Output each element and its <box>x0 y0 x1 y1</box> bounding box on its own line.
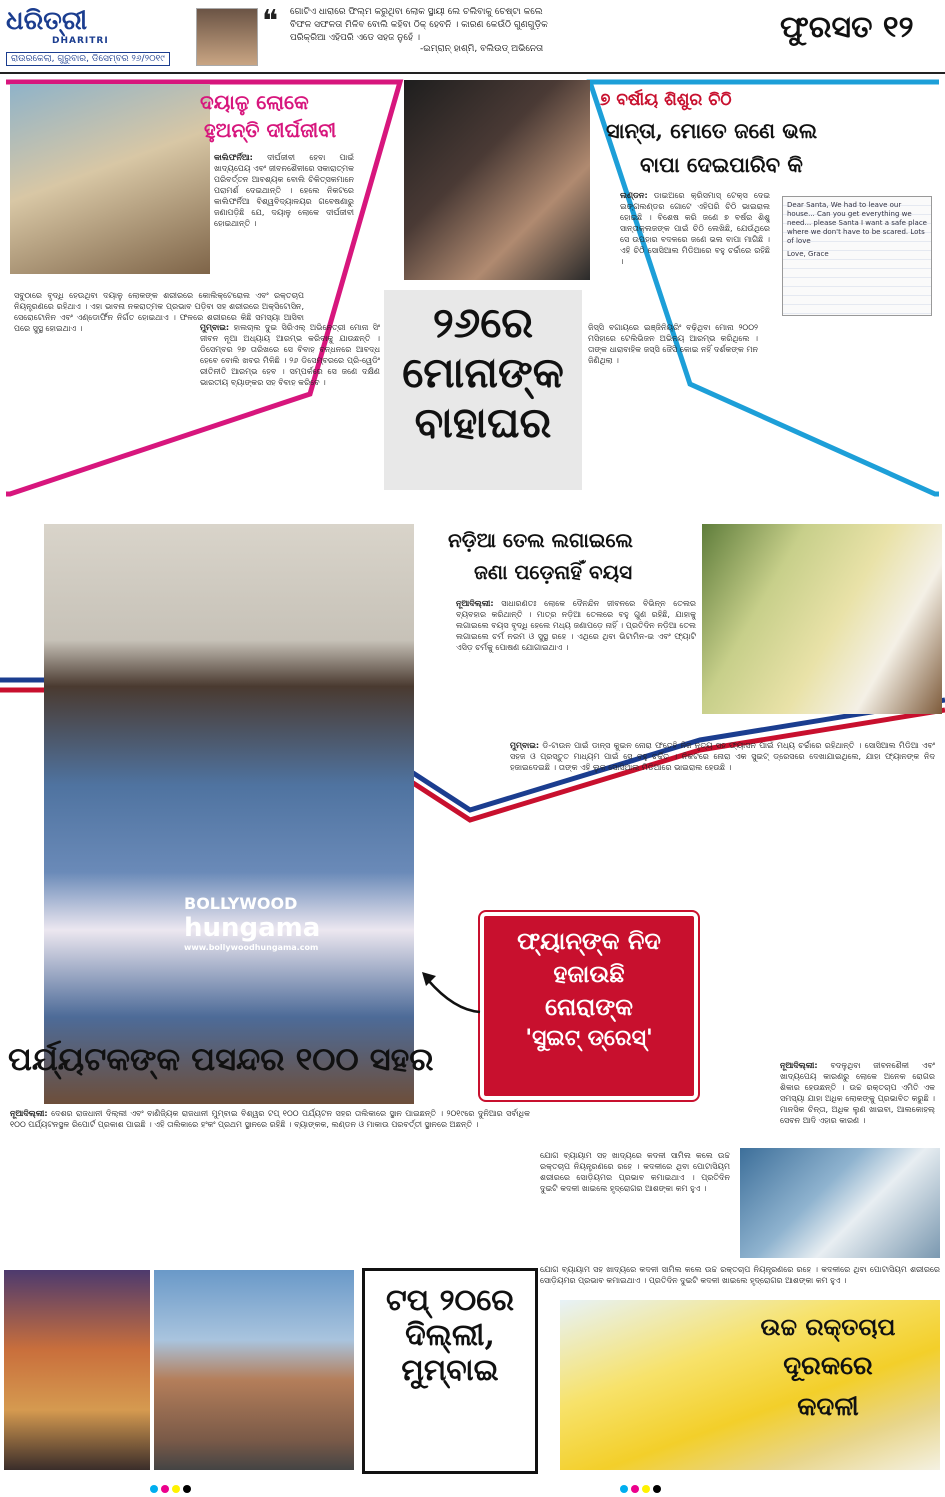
logo-title: ଧରିତ୍ରୀ <box>6 6 88 36</box>
santa-letter-text: Dear Santa, We had to leave our house... Can you get everything we need... please Santa I want a safe place where we don't have to be scared. Lots of love <box>787 201 927 245</box>
newspaper-logo <box>6 6 165 66</box>
longevity-headline-1: ଦୟାଳୁ ଲୋକେ <box>200 90 309 114</box>
magenta-dot <box>631 1485 639 1493</box>
photo-watermark <box>184 894 320 952</box>
tourism-dateline: ନୂଆଦିଲ୍ଲୀ: <box>10 1109 48 1118</box>
taj-hotel-photo <box>154 1270 354 1470</box>
logo-subtitle: DHARITRI <box>52 36 109 46</box>
longevity-body-2: ସବୁଠାରେ ବୃଦ୍ଧି ହେଉଥିବା ଦୟାଳୁ ଲୋକଙ୍କ ଶରୀରରେ କୋଲିକ୍ଟେରୋଲ ଏବଂ ରକ୍ତଚାପ ନିୟନ୍ତ୍ରଣରେ ରହିଥାଏ । ଏହା ଭାବନା ନକରାତ୍ମକ ପ୍ରଭାବ ପଡ଼ିବା ସହ ଶରୀରରେ ଅକ୍ସିଟୋସିନ, ସେରୋଟୋନିନ ଏବଂ ଏଣ୍ଡୋର୍ଫିନ ନିର୍ଗତ ହୋଇଥାଏ । ଫଳରେ ଶରୀରରେ କିଛି ସମସ୍ୟା ଆସିବା ପରେ ସୁସ୍ଥ ହୋଇଥାଏ । <box>14 291 304 333</box>
mona-body <box>200 322 380 492</box>
yellow-dot <box>172 1485 180 1493</box>
letter-dateline: ଲଣ୍ଡନ: <box>620 191 648 200</box>
nora-caption-4: 'ସୁଇଟ୍ ଡ୍ରେସ୍' <box>525 1025 653 1051</box>
yellow-dot <box>642 1485 650 1493</box>
letter-text: ଡାଇଅରେ କ୍ରିସମାସ୍ ଟେକ୍ସ ଦେଇ ଇଙ୍ଗଲଣ୍ଡର ଗୋଟେ ଏହିପରି ଚିଠି ଭାଇରାଲ ହୋଇଛି । ବିଶେଷ କରି ଜଣେ ୭ ବର୍ଷର ଶିଶୁ ସାନ୍ତାକ୍ଲଜଙ୍କ ପାଇଁ ଚିଠି ଲେଖିଛି, ଯେଉଁଥିରେ ସେ ଉପହାର ବଦଳରେ ଜଣେ ଭଲ ବାପା ମାଗିଛି । ଏହି ଚିଠି ସୋସିଆଲ ମିଡିଆରେ ବହୁ ଚର୍ଚ୍ଚାରେ ରହିଛି । <box>620 191 770 266</box>
tourism-text: ଦେଶର ରାଜଧାନୀ ଦିଲ୍ଲୀ ଏବଂ ବାଣିଜ୍ୟିକ ରାଜଧାନୀ ମୁମ୍ବାଇ ବିଶ୍ୱର ଟପ୍ ୧୦୦ ପର୍ଯ୍ୟଟନ ସହର ତାଲିକାରେ ସ୍ଥାନ ପାଇଛନ୍ତି । ୨୦୧୯ରେ ଦୁନିଆର ସର୍ବାଧିକ ୧୦୦ ପର୍ଯ୍ୟଟନସ୍ଥଳ ରିପୋର୍ଟ ପ୍ରକାଶ ପାଇଛି । ଏହି ତାଲିକାରେ ହଂକଂ ପ୍ରଥମ ସ୍ଥାନରେ ରହିଛି । ବ୍ୟାଙ୍କକ, ଲଣ୍ଡନ ଓ ମାକାଉ ପରବର୍ତ୍ତୀ ସ୍ଥାନରେ ଅଛନ୍ତି । <box>10 1109 530 1129</box>
santa-letter-sign: Love, Grace <box>787 250 829 258</box>
mona-headline-box <box>384 290 582 490</box>
tourism-side-3: ମୁମ୍ବାଇ <box>401 1353 499 1388</box>
quote-text: ଗୋଟିଏ ଧାରାରେ ଫିଲ୍ମ କରୁଥିବା ଲୋକ ସ୍ଥାୟୀ ଲେ ଚଲିବାକୁ ଚେଷ୍ଟା କଲେ ବିଫଳ ସଫଳତା ମିଳିବ ବୋଲି କହିବା ଠିକ୍ ହେବନି । କାରଣ କେଉଁଠି ଗୁଣଗୁଡ଼ିକ ପରିକ୍ରିଆ ଏହିପରି ଏଡେ ସହଜ ନୁହେଁ । <box>290 7 548 43</box>
mona-dateline: ମୁମ୍ବାଇ: <box>200 323 230 332</box>
coconut-oil-photo <box>702 524 942 714</box>
nora-photo <box>44 524 414 1104</box>
bp-monitor-photo <box>740 1148 940 1258</box>
mona-couple-photo <box>404 80 590 280</box>
bp-body-3: ଯୋଗ ବ୍ୟାୟାମ ସହ ଖାଦ୍ୟରେ କଦଳୀ ସାମିଲ କଲେ ଉଚ୍ଚ ରକ୍ତଚାପ ନିୟନ୍ତ୍ରଣରେ ରହେ । କଦଳୀରେ ଥିବା ପୋଟାସିୟମ ଶରୀରରେ ସୋଡ଼ିୟମର ପ୍ରଭାବ କମାଇଥାଏ । ପ୍ରତିଦିନ ଦୁଇଟି କଦଳୀ ଖାଇଲେ ହୃଦ୍‌ରୋଗର ଆଶଙ୍କା କମ ହୁଏ । <box>540 1265 940 1285</box>
dateline: ରାଉରକେଲା, ଗୁରୁବାର, ଡିସେମ୍ବର ୨୬/୨୦୧୯ <box>6 52 170 66</box>
coconut-dateline: ନୂଆଦିଲ୍ଲୀ: <box>456 599 494 608</box>
watermark-line-2: hungama <box>184 913 321 943</box>
tourism-headline: ପର୍ଯ୍ୟଟକଙ୍କ ପସନ୍ଦର ୧୦୦ ସହର <box>8 1040 434 1078</box>
nora-text: ଡି-ଟାଉନ ପାଇଁ ଡାନ୍ସ କୁଇନ ନୋରା ଫତେହି ନିଜ ନୃତ୍ୟ ସହ ଫ୍ୟାସନ ପାଇଁ ମଧ୍ୟ ଚର୍ଚ୍ଚାରେ ରହିଥାନ୍ତି । ସୋସିଆଲ ମିଡିଆ ଏବଂ ସହଜ ଓ ପ୍ରସ୍ତୁତ ମାଧ୍ୟମ ପାଇଁ ସେ ବହୁ ଚର୍ଚ୍ଚିତ । ନିକଟରେ ନୋରା ଏକ ସୁଇଟ୍ ଡ୍ରେସରେ ଦେଖାଯାଇଥିଲେ, ଯାହା ଫ୍ୟାନଙ୍କ ନିଦ ହଜାଇଦେଇଛି । ତାଙ୍କ ଏହି ଲୁକ ସୋସିଆଲ ମିଡିଆରେ ଭାଇରାଲ ହେଉଛି । <box>510 741 935 772</box>
cyan-dot <box>620 1485 628 1493</box>
letter-headline-1: ସାନ୍ତା, ମୋତେ ଜଣେ ଭଲ <box>606 118 818 143</box>
tourism-side-2: ଦିଲ୍ଲୀ, <box>405 1318 495 1353</box>
watermark-line-3: www.bollywoodhungama.com <box>184 943 319 952</box>
nora-caption-2: ହଜାଉଛି <box>553 959 625 988</box>
tourism-side-box <box>362 1268 538 1474</box>
bp-body-2: ଯୋଗ ବ୍ୟାୟାମ ସହ ଖାଦ୍ୟରେ କଦଳୀ ସାମିଲ କଲେ ଉଚ୍ଚ ରକ୍ତଚାପ ନିୟନ୍ତ୍ରଣରେ ରହେ । କଦଳୀରେ ଥିବା ପୋଟାସିୟମ ଶରୀରରେ ସୋଡ଼ିୟମର ପ୍ରଭାବ କମାଇଥାଏ । ପ୍ରତିଦିନ ଦୁଇଟି କଦଳୀ ଖାଇଲେ ହୃଦ୍‌ରୋଗର ଆଶଙ୍କା କମ ହୁଏ । <box>540 1151 730 1193</box>
coconut-headline-2: ଜଣା ପଡ଼େନାହିଁ ବୟସ <box>474 560 633 584</box>
letter-kicker: ୭ ବର୍ଷୀୟ ଶିଶୁର ଚିଠି <box>600 90 732 110</box>
nora-caption-1: ଫ୍ୟାନ୍‌ଙ୍କ ନିଦ <box>517 926 661 955</box>
registration-marks-right <box>620 1485 661 1493</box>
letter-headline-2: ବାପା ଦେଇପାରିବ କି <box>640 152 803 177</box>
banana-caption-box <box>728 1306 928 1466</box>
arrow-icon <box>414 960 484 1020</box>
longevity-dateline: କାଲିଫର୍ନିଆ: <box>214 153 253 162</box>
banana-caption-3: କଦଳୀ <box>797 1392 859 1422</box>
banana-caption-1: ଉଚ୍ଚ ରକ୍ତଚାପ <box>760 1312 896 1341</box>
santa-letter-image <box>782 196 932 316</box>
bp-text: ବଦଳୁଥିବା ଜୀବନଶୈଳୀ ଏବଂ ଖାଦ୍ୟପେୟ କାରଣରୁ ଲୋକେ ଅନେକ ରୋଗର ଶିକାର ହେଉଛନ୍ତି । ଉଚ୍ଚ ରକ୍ତଚାପ ଏମିତି ଏକ ସମସ୍ୟା ଯାହା ଅଧିକ ଲୋକଙ୍କୁ ପ୍ରଭାବିତ କରୁଛି । ମାନସିକ ଚିନ୍ତା, ଅଧିକ ଲୁଣ ଖାଇବା, ଆଲକୋହଲ୍ ସେବନ ଆଦି ଏହାର କାରଣ । <box>780 1061 935 1125</box>
longevity-body <box>214 152 354 292</box>
tourism-side-1: ଟପ୍ ୨୦ରେ <box>385 1283 515 1318</box>
bp-body <box>780 1060 935 1160</box>
registration-marks-left <box>150 1485 191 1493</box>
mona-headline-1: ୨୬ରେ <box>432 298 534 347</box>
black-dot <box>183 1485 191 1493</box>
cyan-dot <box>150 1485 158 1493</box>
mona-text: ହାଲଚାଲ ଦୁଇ ସିରିଏଲ୍ ଅଭିନେତ୍ରୀ ମୋନା ସିଂ ଜୀବନ ନୂଆ ଅଧ୍ୟାୟ ଆରମ୍ଭ କରିବାକୁ ଯାଉଛନ୍ତି । ଡିସେମ୍ବର ୨୭ ତାରିଖରେ ସେ ବିବାହ ବନ୍ଧନରେ ଆବଦ୍ଧ ହେବେ ବୋଲି ଖବର ମିଳିଛି । ୨୬ ଡିସେମ୍ବରରେ ପ୍ରି-ୱେଡିଂ ରୀତିନୀତି ଆରମ୍ଭ ହେବ । ସମ୍ପର୍କରେ ସେ ଜଣେ ଦକ୍ଷିଣ ଭାରତୀୟ ବ୍ୟାଙ୍କର ସହ ବିବାହ କରିବେ । <box>200 323 380 387</box>
quote-author: -ଇମ୍ରାନ୍ ହାଶ୍ମି, ବଲିଉଡ୍ ଅଭିନେତା <box>420 44 544 54</box>
mona-headline-2: ମୋନାଙ୍କ <box>402 348 564 397</box>
black-dot <box>653 1485 661 1493</box>
quote-mark-icon: ❝ <box>262 4 279 39</box>
bp-dateline: ନୂଆଦିଲ୍ଲୀ: <box>780 1061 818 1070</box>
tourism-body <box>10 1108 530 1258</box>
quote-author-photo <box>196 8 258 66</box>
banana-caption-2: ଦୂରକରେ <box>783 1351 873 1381</box>
longevity-text: ଦୀର୍ଘଜୀବୀ ହେବା ପାଇଁ ଖାଦ୍ୟପେୟ ଏବଂ ଜୀବନଶୈଳୀରେ ସକାରାତ୍ମକ ପରିବର୍ତ୍ତନ ଆବଶ୍ୟକ ବୋଲି ଚିକିତ୍ସକମାନେ ପରାମର୍ଶ ଦେଇଥାନ୍ତି । ହେଲେ ନିକଟରେ କାଲିଫର୍ନିଆ ବିଶ୍ୱବିଦ୍ୟାଳୟର ଗବେଷଣାରୁ ଜଣାପଡ଼ିଛି ଯେ, ଦୟାଳୁ ଲୋକେ ଦୀର୍ଘଜୀବୀ ହୋଇଥାନ୍ତି । <box>214 153 354 228</box>
longevity-headline-2: ହୁଅନ୍ତି ଦୀର୍ଘଜୀବୀ <box>204 118 337 142</box>
masthead <box>0 0 945 74</box>
elderly-couple-photo <box>10 84 210 274</box>
nora-headline-box <box>480 912 698 1100</box>
coconut-headline-1: ନଡ଼ିଆ ତେଲ ଲଗାଇଲେ <box>448 528 633 552</box>
page-tag: ଫୁରସତ ୧୨ <box>780 10 914 45</box>
nora-caption-3: ନୋରାଙ୍କ <box>544 992 633 1021</box>
india-gate-photo <box>4 1270 150 1470</box>
letter-body <box>620 190 770 390</box>
coconut-text: ସାଧାରଣତଃ ଲୋକେ ଦୈନନ୍ଦିନ ଜୀବନରେ ବିଭିନ୍ନ ତେଲର ବ୍ୟବହାର କରିଥାନ୍ତି । ମାତ୍ର ନଡ଼ିଆ ତେଲରେ ବହୁ ଗୁଣ ରହିଛି, ଯାହାକୁ ଲଗାଇଲେ ବୟସ ବୃଦ୍ଧି ହେଲେ ମଧ୍ୟ ଜଣାପଡ଼େ ନାହିଁ । ପ୍ରତିଦିନ ନଡ଼ିଆ ତେଲ ଲଗାଇଲେ ଚର୍ମ ନରମ ଓ ସୁସ୍ଥ ରହେ । ଏଥିରେ ଥିବା ଭିଟାମିନ-ଇ ଏବଂ ଫ୍ୟାଟି ଏସିଡ଼ ଚର୍ମକୁ ପୋଷଣ ଯୋଗାଇଥାଏ । <box>456 599 696 652</box>
mona-body-2: ଜିସ୍ସି ବଗାୟରେ ଇଞ୍ଜିନିୟରିଂ ବଢ଼ିଥିବା ମୋନା ୨୦୦୨ ମସିହାରେ ଟେଲିଭିଜନ ଅଭିନୟ ଆରମ୍ଭ କରିଥିଲେ । ତାଙ୍କ ଧାରାବାହିକ ଜସ୍ସି ଜୈସି କୋଇ ନହିଁ ଦର୍ଶକଙ୍କ ମନ ଜିଣିଥିଲା । <box>588 323 758 365</box>
nora-dateline: ମୁମ୍ବାଇ: <box>510 741 540 750</box>
watermark-line-1: BOLLYWOOD <box>184 894 298 913</box>
magenta-dot <box>161 1485 169 1493</box>
mona-headline-3: ବାହାଘର <box>414 398 552 447</box>
